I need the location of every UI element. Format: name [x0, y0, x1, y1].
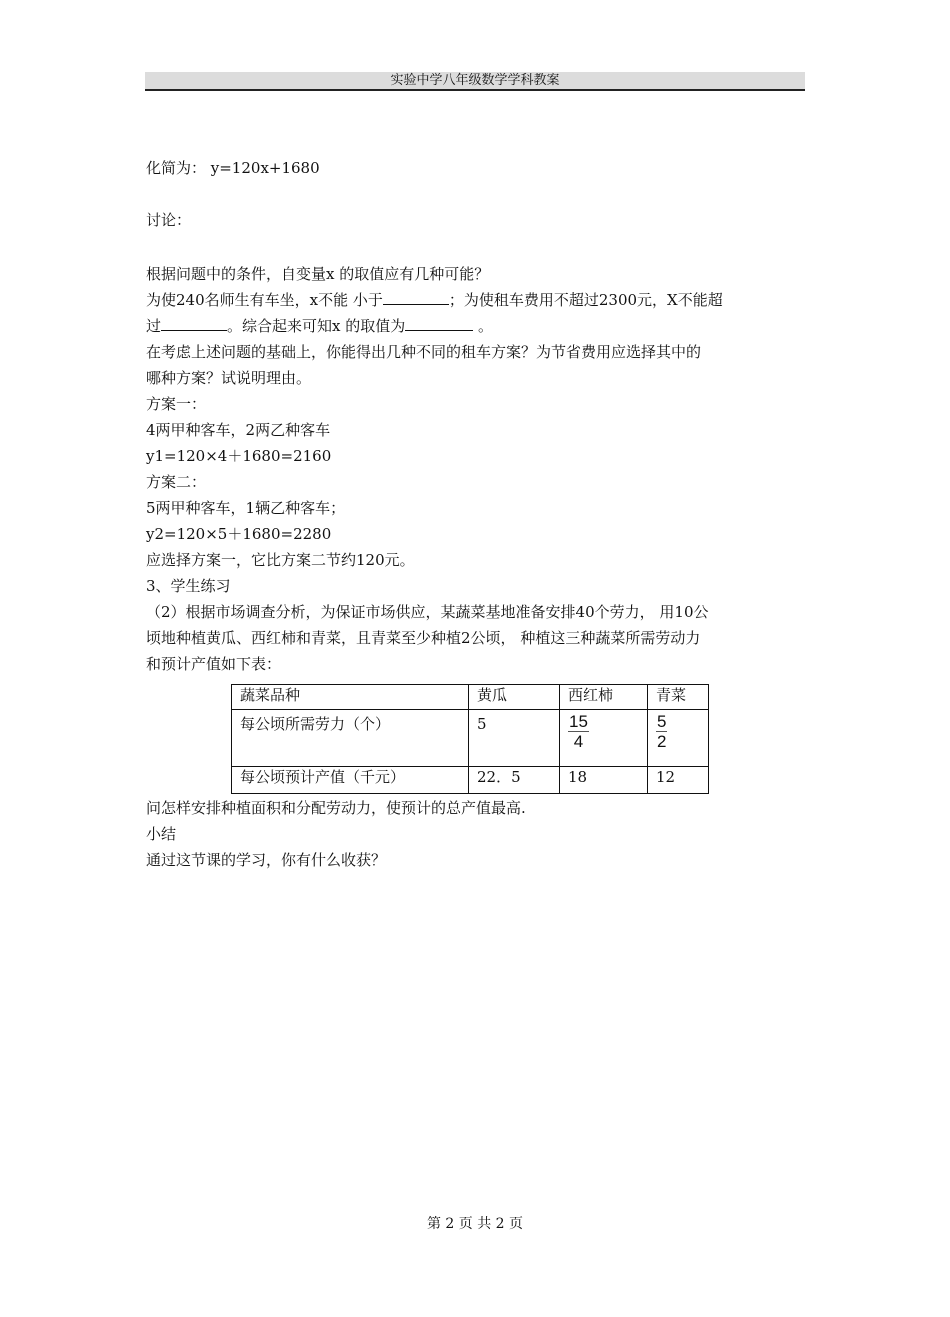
practice-title: 3、学生练习: [146, 577, 231, 595]
question-1: 根据问题中的条件，自变量x 的取值应有几种可能？: [146, 265, 490, 283]
table-cell-fraction: [560, 710, 648, 767]
table-header-cell: 青菜: [648, 685, 709, 710]
plan-1-title: 方案一：: [146, 395, 207, 413]
table-cell: 22．5: [469, 767, 560, 794]
vegetable-table: [231, 684, 709, 794]
plan-2-calc: y2=120×5＋1680=2280: [146, 525, 332, 543]
plan-2-desc: 5两甲种客车，1辆乙种客车；: [146, 499, 346, 517]
plan-1-desc: 4两甲种客车，2两乙种客车: [146, 421, 331, 439]
fraction-denominator: 4: [573, 732, 584, 751]
fraction-5-2: [656, 710, 667, 751]
table-cell: 12: [648, 767, 709, 794]
question-3: [146, 316, 493, 336]
question-4-line-2: 哪种方案？试说明理由。: [146, 369, 312, 387]
page-header: [145, 72, 805, 91]
table-row: [232, 710, 709, 767]
practice-2-line-3: 和预计产值如下表：: [146, 655, 282, 673]
answer-blank[interactable]: [383, 290, 449, 305]
question-2-part-a: 为使240名师生有车坐，x不能 小于: [146, 291, 383, 309]
plan-1-calc: y1=120×4＋1680=2160: [146, 447, 332, 465]
table-row-label: 每公顷所需劳力（个）: [232, 710, 469, 767]
fraction-numerator: 15: [569, 712, 588, 731]
fraction-15-4: [568, 710, 589, 751]
table-row: [232, 767, 709, 794]
question-2-part-b: ；为使租车费用不超过2300元，X不能超: [448, 291, 723, 309]
table-header-row: [232, 685, 709, 710]
practice-2-line-1: （2）根据市场调查分析，为保证市场供应，某蔬菜基地准备安排40个劳力， 用10公: [146, 603, 709, 621]
simplify-line: 化简为： y=120x+1680: [146, 159, 320, 177]
table-header-cell: 西红柿: [560, 685, 648, 710]
header-title: 实验中学八年级数学学科教案: [390, 73, 560, 88]
table-header-cell: 黄瓜: [469, 685, 560, 710]
page-footer: 第 2 页 共 2 页: [426, 1216, 524, 1232]
summary-title: 小结: [146, 825, 177, 843]
question-optimize: 问怎样安排种植面积和分配劳动力，使预计的总产值最高.: [146, 799, 526, 817]
table-cell: 18: [560, 767, 648, 794]
question-3-part-c: 。: [473, 317, 494, 335]
conclusion: 应选择方案一，它比方案二节约120元。: [146, 551, 415, 569]
question-3-part-b: 。综合起来可知x 的取值为: [227, 317, 406, 335]
fraction-numerator: 5: [657, 712, 667, 731]
table-cell-fraction: [648, 710, 709, 767]
answer-blank[interactable]: [405, 316, 473, 331]
discuss-heading: 讨论：: [146, 211, 192, 229]
summary-question: 通过这节课的学习，你有什么收获？: [146, 851, 387, 869]
question-2: [146, 290, 723, 310]
answer-blank[interactable]: [161, 316, 227, 331]
practice-2-line-2: 顷地种植黄瓜、西红柿和青菜，且青菜至少种植2公顷， 种植这三种蔬菜所需劳动力: [146, 629, 701, 647]
table-header-cell: 蔬菜品种: [232, 685, 469, 710]
question-3-part-a: 过: [146, 317, 162, 335]
fraction-denominator: 2: [657, 732, 667, 751]
table-row-label: 每公顷预计产值（千元）: [232, 767, 469, 794]
question-4-line-1: 在考虑上述问题的基础上，你能得出几种不同的租车方案？为节省费用应选择其中的: [146, 343, 702, 361]
table-cell: 5: [469, 710, 560, 767]
plan-2-title: 方案二：: [146, 473, 207, 491]
